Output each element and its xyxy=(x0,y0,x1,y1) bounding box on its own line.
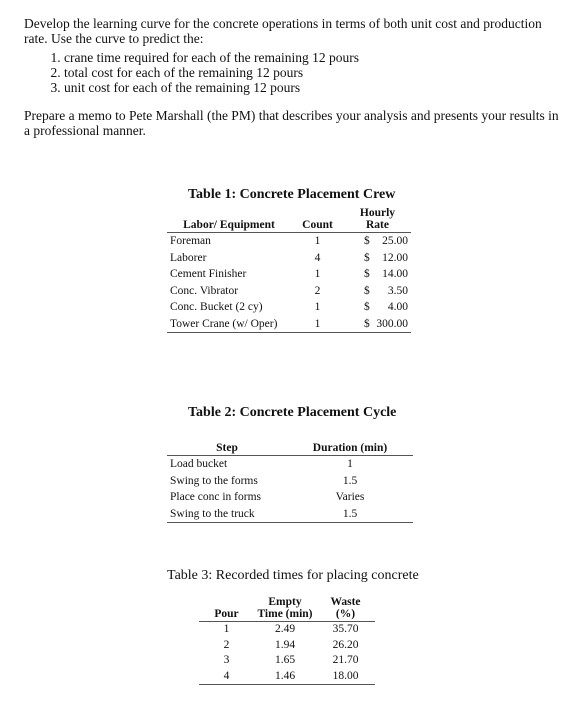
empty-time-cell: 1.46 xyxy=(254,669,316,685)
rate-value: 300.00 xyxy=(376,317,408,330)
rate-cell xyxy=(344,299,411,316)
labor-cell: Tower Crane (w/ Oper) xyxy=(167,316,291,333)
rate-cell xyxy=(344,283,411,300)
rate-header-line1: Hourly xyxy=(359,207,396,219)
table-row xyxy=(167,250,411,267)
labor-cell: Foreman xyxy=(170,235,211,247)
duration-cell: 1 xyxy=(347,458,353,470)
empty-header-line1: Empty xyxy=(268,596,302,608)
rate-cell xyxy=(344,266,411,283)
duration-cell: Varies xyxy=(335,491,365,503)
count-cell: 1 xyxy=(291,316,344,333)
recorded-times-table xyxy=(199,596,375,685)
labor-cell: Laborer xyxy=(170,251,207,264)
step-cell: Place conc in forms xyxy=(170,491,262,503)
step-cell: Swing to the forms xyxy=(170,474,258,487)
empty-time-cell: 2.49 xyxy=(274,623,296,635)
table-row xyxy=(199,669,375,685)
rate-value: 25.00 xyxy=(382,235,408,247)
table-row xyxy=(199,638,375,654)
table-row xyxy=(167,489,413,506)
empty-time-cell: 1.65 xyxy=(274,654,296,666)
pour-cell: 4 xyxy=(199,669,254,685)
currency-symbol: $ xyxy=(364,251,370,264)
memo-instruction: Prepare a memo to Pete Marshall (the PM) that describes your analysis and presents your results in a professional manner. xyxy=(24,108,559,138)
labor-cell: Conc. Bucket (2 cy) xyxy=(170,301,263,313)
assignment-instructions xyxy=(24,16,554,95)
column-header-rate xyxy=(344,207,411,233)
currency-symbol: $ xyxy=(364,235,370,247)
table-header-row xyxy=(167,442,413,456)
table-row xyxy=(167,456,413,473)
waste-cell: 18.00 xyxy=(316,669,375,685)
step-cell: Load bucket xyxy=(170,458,228,470)
duration-cell: 1.5 xyxy=(287,506,413,523)
column-header-labor: Labor/ Equipment xyxy=(167,207,291,233)
task-item: 2. total cost for each of the remaining 12 pours xyxy=(64,65,554,80)
count-cell: 4 xyxy=(314,251,321,264)
waste-header-line1: Waste xyxy=(330,596,361,608)
task-item: 1. crane time required for each of the remaining 12 pours xyxy=(64,50,554,65)
column-header-pour: Pour xyxy=(199,596,254,622)
step-cell: Swing to the truck xyxy=(167,506,287,523)
count-cell: 1 xyxy=(314,268,321,280)
task-list xyxy=(24,50,554,95)
currency-symbol: $ xyxy=(364,301,370,313)
table-row xyxy=(199,653,375,669)
rate-cell xyxy=(344,250,411,267)
currency-symbol: $ xyxy=(364,284,370,297)
table-row xyxy=(167,316,411,333)
labor-cell: Cement Finisher xyxy=(170,268,247,280)
rate-value: 14.00 xyxy=(382,268,408,280)
count-cell: 1 xyxy=(314,235,321,247)
rate-value: 12.00 xyxy=(382,251,408,264)
column-header-count: Count xyxy=(291,207,344,233)
table-row xyxy=(167,506,413,523)
instruction-paragraph: Develop the learning curve for the concrete operations in terms of both unit cost and production rate. Use the curve to predict the: xyxy=(24,16,542,46)
count-cell: 1 xyxy=(314,301,321,313)
waste-cell: 21.70 xyxy=(332,654,359,666)
empty-header-line2: Time (min) xyxy=(257,608,313,620)
column-header-duration: Duration (min) xyxy=(287,442,413,456)
table-row xyxy=(167,473,413,490)
column-header-waste xyxy=(316,596,375,622)
crew-table xyxy=(167,207,411,333)
table2-title: Table 2: Concrete Placement Cycle xyxy=(188,405,397,420)
table1-title: Table 1: Concrete Placement Crew xyxy=(188,187,396,202)
table-row xyxy=(167,299,411,316)
waste-cell: 35.70 xyxy=(332,623,359,635)
rate-value: 4.00 xyxy=(387,301,408,313)
column-header-empty-time xyxy=(254,596,316,622)
currency-symbol: $ xyxy=(364,317,370,330)
currency-symbol: $ xyxy=(364,268,370,280)
table3-title: Table 3: Recorded times for placing concrete xyxy=(167,568,419,583)
table-row xyxy=(167,266,411,283)
count-cell: 2 xyxy=(314,284,321,297)
table-header-row xyxy=(167,207,411,233)
pour-cell: 2 xyxy=(223,638,230,651)
task-item: 3. unit cost for each of the remaining 12 pours xyxy=(64,80,554,95)
table-row xyxy=(199,622,375,638)
waste-header-line2: (%) xyxy=(335,608,356,620)
empty-time-cell: 1.94 xyxy=(274,638,296,651)
table-header-row xyxy=(199,596,375,622)
cycle-table xyxy=(167,442,413,523)
pour-cell: 3 xyxy=(223,654,230,666)
rate-value: 3.50 xyxy=(387,284,408,297)
table-row xyxy=(167,233,411,250)
labor-cell: Conc. Vibrator xyxy=(170,284,239,297)
rate-cell xyxy=(344,233,411,250)
rate-cell xyxy=(344,316,411,333)
duration-cell: 1.5 xyxy=(342,474,358,487)
waste-cell: 26.20 xyxy=(332,638,359,651)
pour-cell: 1 xyxy=(223,623,230,635)
rate-header-line2: Rate xyxy=(366,219,389,231)
table-row xyxy=(167,283,411,300)
column-header-step: Step xyxy=(167,442,287,456)
